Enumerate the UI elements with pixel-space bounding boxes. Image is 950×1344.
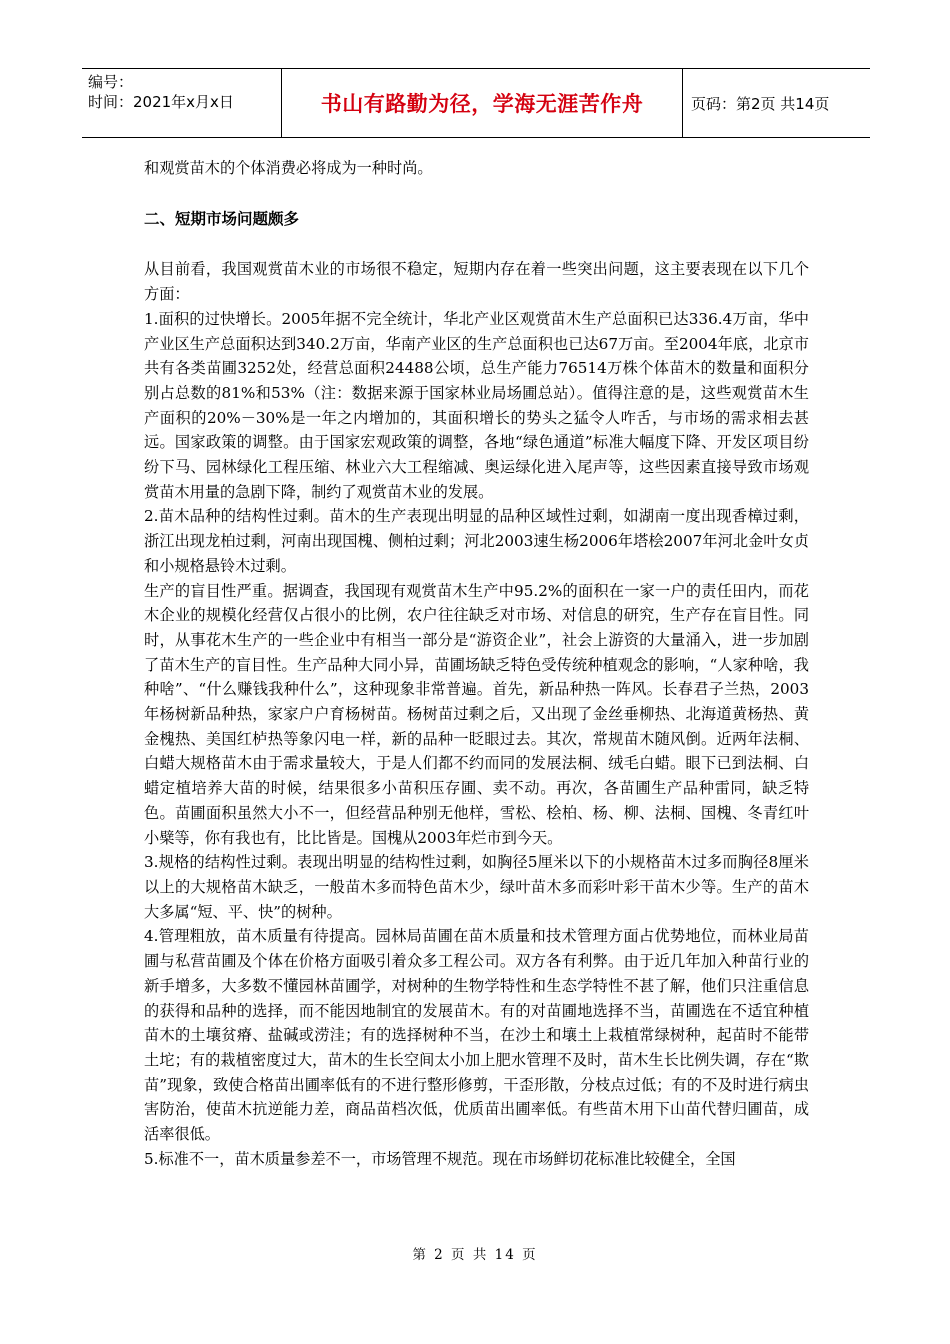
header-page-info: 页码：第2页 共14页 <box>691 94 830 113</box>
page-footer: 第 2 页 共 14 页 <box>412 1247 538 1263</box>
intro-line: 和观赏苗木的个体消费必将成为一种时尚。 <box>144 159 433 177</box>
paragraph: 2.苗木品种的结构性过剩。苗木的生产表现出明显的品种区域性过剩，如湖南一度出现香樟过剩，浙江出现龙柏过剩，河南出现国槐、侧柏过剩；河北2003速生杨2006年塔桧2007年河北金叶女贞和小规格悬铃木过剩。 <box>144 507 809 575</box>
paragraph: 生产的盲目性严重。据调查，我国现有观赏苗木生产中95.2%的面积在一家一户的责任田内，而花木企业的规模化经营仅占很小的比例，农户往往缺乏对市场、对信息的研究，生产存在盲目性。同时，从事花木生产的一些企业中有相当一部分是“游资企业”，社会上游资的大量涌入，进一步加剧了苗木生产的盲目性。生产品种大同小异，苗圃场缺乏特色受传统种植观念的影响，“人家种啥，我种啥”、“什么赚钱我种什么”，这种现象非常普遍。首先，新品种热一阵风。长春君子兰热，2003年杨树新品种热，家家户户育杨树苗。杨树苗过剩之后，又出现了金丝垂柳热、北海道黄杨热、黄金槐热、美国红栌热等象闪电一样，新的品种一眨眼过去。其次，常规苗木随风倒。近两年法桐、白蜡大规格苗木由于需求量较大，于是人们都不约而同的发展法桐、绒毛白蜡。眼下已到法桐、白蜡定植培养大苗的时候，结果很多小苗积压存圃、卖不动。再次，各苗圃生产品种雷同，缺乏特色。苗圃面积虽然大小不一，但经营品种别无他样，雪松、桧柏、杨、柳、法桐、国槐、冬青红叶小檗等，你有我也有，比比皆是。国槐从2003年烂市到今天。 <box>144 581 809 847</box>
paragraph: 3.规格的结构性过剩。表现出明显的结构性过剩，如胸径5厘米以下的小规格苗木过多而胸径8厘米以上的大规格苗木缺乏，一般苗木多而特色苗木少，绿叶苗木多而彩叶彩干苗木少等。生产的苗木大多属“短、平、快”的树种。 <box>144 853 809 921</box>
paragraph: 1.面积的过快增长。2005年据不完全统计，华北产业区观赏苗木生产总面积已达336.4万亩，华中产业区生产总面积达到340.2万亩，华南产业区的生产总面积也已达67万亩。至2004年底，北京市共有各类苗圃3252处，经营总面积24488公顷，总生产能力76514万株个体苗木的数量和面积分别占总数的81%和53%（注：数据来源于国家林业局场圃总站）。值得注意的是，这些观赏苗木生产面积的20%－30%是一年之内增加的，其面积增长的势头之猛令人咋舌，与市场的需求相去甚远。国家政策的调整。由于国家宏观政策的调整，各地“绿色通道”标准大幅度下降、开发区项目纷纷下马、园林绿化工程压缩、林业六大工程缩减、奥运绿化进入尾声等，这些因素直接导致市场观赏苗木用量的急剧下降，制约了观赏苗木业的发展。 <box>144 309 809 501</box>
document-body <box>144 156 809 1171</box>
header-meta-cell <box>82 69 282 137</box>
paragraph: 5.标准不一，苗木质量参差不一，市场管理不规范。现在市场鲜切花标准比较健全，全国 <box>144 1149 736 1168</box>
paragraph: 从目前看，我国观赏苗木业的市场很不稳定，短期内存在着一些突出问题，这主要表现在以下几个方面： <box>144 260 809 304</box>
doc-number-label: 编号： <box>88 73 134 91</box>
page-header <box>82 68 870 138</box>
header-motto: 书山有路勤为径，学海无涯苦作舟 <box>282 69 683 137</box>
paragraph: 4.管理粗放，苗木质量有待提高。园林局苗圃在苗木质量和技术管理方面占优势地位，而林业局苗圃与私营苗圃及个体在价格方面吸引着众多工程公司。双方各有利弊。由于近几年加入种苗行业的新手增多，大多数不懂园林苗圃学，对树种的生物学特性和生态学特性不甚了解，他们只注重信息的获得和品种的选择，而不能因地制宜的发展苗木。有的对苗圃地选择不当，苗圃选在不适宜种植苗木的土壤贫瘠、盐碱或涝洼；有的选择树种不当，在沙土和壤土上栽植常绿树种，起苗时不能带土坨；有的栽植密度过大，苗木的生长空间太小加上肥水管理不及时，苗木生长比例失调，存在“欺苗”现象，致使合格苗出圃率低有的不进行整形修剪，干歪形散，分枝点过低；有的不及时进行病虫害防治，使苗木抗逆能力差，商品苗档次低，优质苗出圃率低。有些苗木用下山苗代替归圃苗，成活率很低。 <box>144 927 809 1144</box>
section-heading: 二、短期市场问题颇多 <box>144 209 300 228</box>
doc-date-label: 时间：2021年x月x日 <box>88 93 234 111</box>
